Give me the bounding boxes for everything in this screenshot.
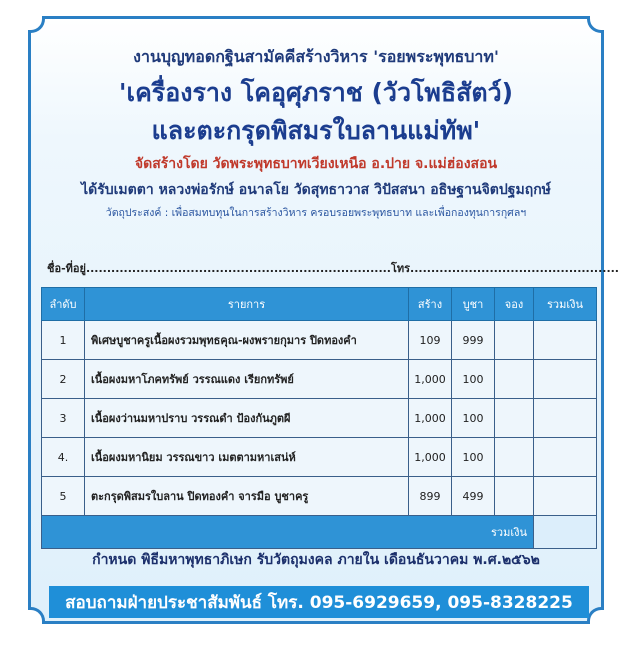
row-reserve-input[interactable] xyxy=(495,438,534,477)
row-reserve-input[interactable] xyxy=(495,477,534,516)
corner-decoration xyxy=(587,607,604,624)
row-total-input[interactable] xyxy=(534,321,597,360)
row-price: 100 xyxy=(452,399,495,438)
corner-decoration xyxy=(587,16,604,33)
row-item: เนื้อผงมหานิยม วรรณขาว เมตตามหาเสน่ห์ xyxy=(85,438,409,477)
table-row xyxy=(42,477,597,516)
row-no: 1 xyxy=(42,321,85,360)
row-reserve-input[interactable] xyxy=(495,360,534,399)
name-address-field[interactable]: ชื่อ-ที่อยู่.........................................................................โทร.................................................. xyxy=(47,262,619,275)
blessing-line: ได้รับเมตตา หลวงพ่อรักษ์ อนาลโย วัดสุทธาวาส วิปัสสนา อธิษฐานจิตปฐมฤกษ์ xyxy=(81,182,551,198)
table-row xyxy=(42,321,597,360)
organizer-line: จัดสร้างโดย วัดพระพุทธบาทเวียงเหนือ อ.ปาย จ.แม่ฮ่องสอน xyxy=(134,156,498,172)
col-header-item: รายการ xyxy=(85,288,409,321)
row-item: พิเศษบูชาครูเนื้อผงรวมพุทธคุณ-ผงพรายกุมาร ปิดทองคำ xyxy=(85,321,409,360)
table-row xyxy=(42,438,597,477)
row-item: ตะกรุดพิสมรใบลาน ปิดทองคำ จารมือ บูชาครู xyxy=(85,477,409,516)
amulet-title: 'เครื่องราง โคอุศุภราช (วัวโพธิสัตว์) xyxy=(118,78,514,107)
col-header-made: สร้าง xyxy=(409,288,452,321)
event-title: งานบุญทอดกฐินสามัคคีสร้างวิหาร 'รอยพระพุทธบาท' xyxy=(133,47,499,66)
table-row xyxy=(42,360,597,399)
corner-decoration xyxy=(28,607,45,624)
row-made: 1,000 xyxy=(409,438,452,477)
corner-decoration xyxy=(28,16,45,33)
row-item: เนื้อผงมหาโภคทรัพย์ วรรณแดง เรียกทรัพย์ xyxy=(85,360,409,399)
purpose-line: วัตถุประสงค์ : เพื่อสมทบทุนในการสร้างวิหาร ครอบรอยพระพุทธบาท และเพื่อกองทุนการกุศลฯ xyxy=(105,207,527,219)
row-made: 1,000 xyxy=(409,360,452,399)
row-made: 899 xyxy=(409,477,452,516)
row-total-input[interactable] xyxy=(534,477,597,516)
amulet-subtitle: และตะกรุดพิสมรใบลานแม่ทัพ' xyxy=(151,116,481,145)
col-header-no: ลำดับ xyxy=(42,288,85,321)
row-price: 499 xyxy=(452,477,495,516)
order-form xyxy=(28,16,619,624)
items-table xyxy=(41,287,597,549)
row-total-input[interactable] xyxy=(534,399,597,438)
row-reserve-input[interactable] xyxy=(495,321,534,360)
row-price: 100 xyxy=(452,360,495,399)
row-no: 2 xyxy=(42,360,85,399)
row-no: 5 xyxy=(42,477,85,516)
col-header-reserve: จอง xyxy=(495,288,534,321)
sum-total-input[interactable] xyxy=(534,516,597,549)
sum-label: รวมเงิน xyxy=(42,516,534,549)
row-made: 109 xyxy=(409,321,452,360)
deadline-notice: กำหนด พิธีมหาพุทธาภิเษก รับวัตถุมงคล ภายใน เดือนธันวาคม พ.ศ.๒๕๖๒ xyxy=(92,552,540,568)
col-header-price: บูชา xyxy=(452,288,495,321)
row-total-input[interactable] xyxy=(534,438,597,477)
row-no: 4. xyxy=(42,438,85,477)
row-total-input[interactable] xyxy=(534,360,597,399)
row-reserve-input[interactable] xyxy=(495,399,534,438)
table-row xyxy=(42,399,597,438)
row-made: 1,000 xyxy=(409,399,452,438)
row-price: 999 xyxy=(452,321,495,360)
row-no: 3 xyxy=(42,399,85,438)
sum-row xyxy=(42,516,597,549)
table-header-row xyxy=(42,288,597,321)
row-price: 100 xyxy=(452,438,495,477)
contact-bar: สอบถามฝ่ายประชาสัมพันธ์ โทร. 095-6929659, 095-8328225 xyxy=(49,586,589,618)
row-item: เนื้อผงว่านมหาปราบ วรรณดำ ป้องกันภูตผี xyxy=(85,399,409,438)
col-header-total: รวมเงิน xyxy=(534,288,597,321)
